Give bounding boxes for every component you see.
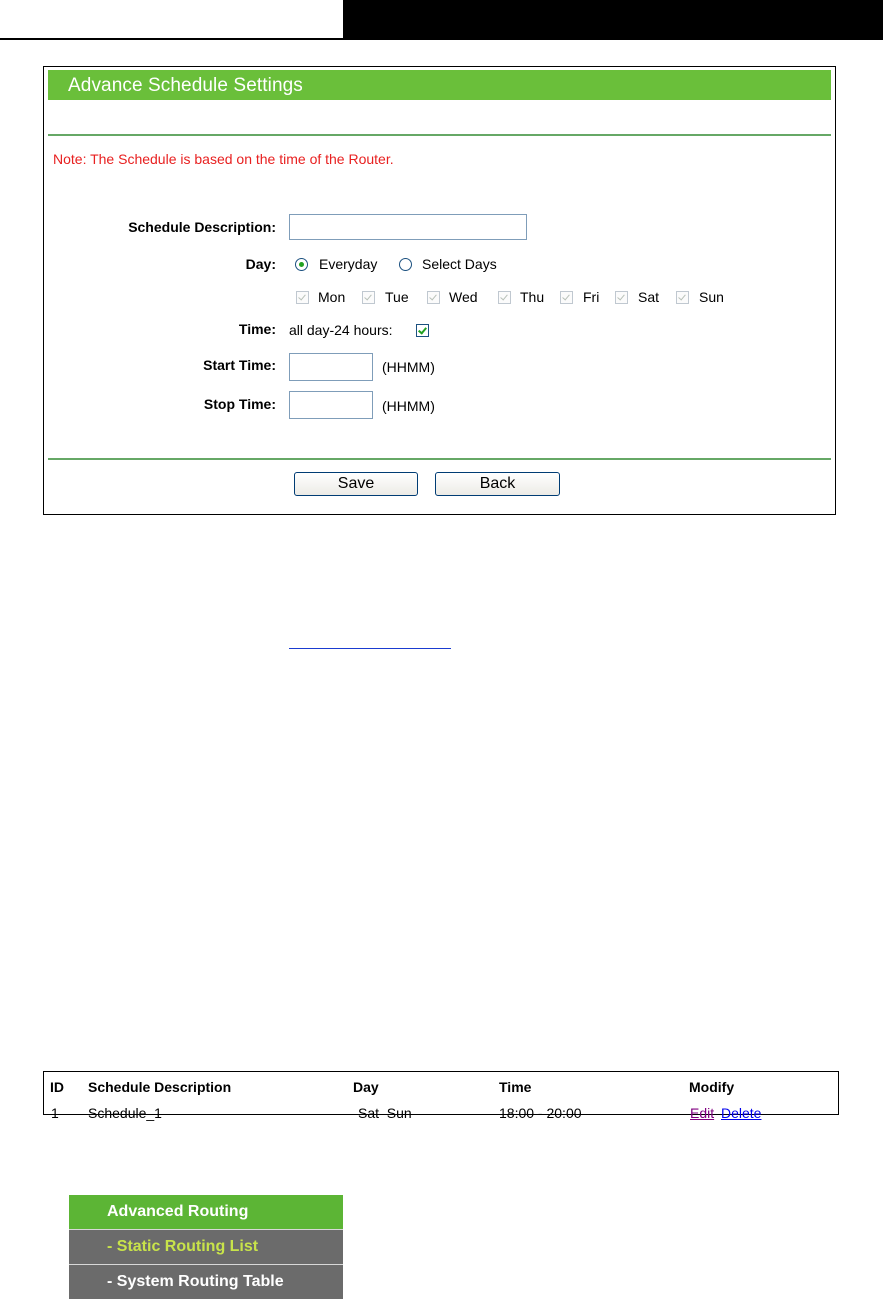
everyday-label: Everyday <box>319 256 378 272</box>
table-cell-day: Sat Sun <box>358 1105 412 1121</box>
tue-checkbox[interactable] <box>362 291 375 304</box>
all-day-label: all day-24 hours: <box>289 322 393 338</box>
time-label: Time: <box>238 321 276 337</box>
wed-checkbox[interactable] <box>427 291 440 304</box>
schedule-table <box>43 1071 839 1121</box>
menu-item-label: - System Routing Table <box>107 1273 284 1290</box>
sun-checkbox[interactable] <box>676 291 689 304</box>
day-label: Day: <box>245 256 276 272</box>
stop-time-format: (HHMM) <box>382 398 435 414</box>
sun-label: Sun <box>699 289 724 305</box>
sat-label: Sat <box>638 289 660 305</box>
schedule-description-label: Schedule Description: <box>128 219 276 235</box>
table-header-modify: Modify <box>689 1079 735 1095</box>
table-header-time: Time <box>499 1079 532 1095</box>
menu-item-advanced-routing[interactable] <box>69 1195 343 1229</box>
divider-top <box>48 134 831 136</box>
select-days-label: Select Days <box>422 256 497 272</box>
sat-checkbox[interactable] <box>615 291 628 304</box>
table-header-id: ID <box>50 1079 64 1095</box>
panel-title: Advance Schedule Settings <box>68 75 303 96</box>
table-cell-description: Schedule_1 <box>88 1105 162 1121</box>
schedule-description-input[interactable] <box>289 214 527 240</box>
menu-item-label: - Static Routing List <box>107 1238 259 1255</box>
fri-checkbox[interactable] <box>560 291 573 304</box>
delete-link[interactable]: Delete <box>721 1105 762 1121</box>
mon-label: Mon <box>318 289 346 305</box>
stop-time-input[interactable] <box>289 391 373 419</box>
page-header-left <box>0 0 343 40</box>
edit-link[interactable]: Edit <box>690 1105 715 1121</box>
save-button[interactable]: Save <box>294 472 418 496</box>
start-time-input[interactable] <box>289 353 373 381</box>
schedule-note: Note: The Schedule is based on the time of the Router. <box>53 151 394 167</box>
select-days-radio[interactable] <box>399 258 412 271</box>
start-time-label: Start Time: <box>203 357 276 373</box>
fri-label: Fri <box>583 289 600 305</box>
thu-checkbox[interactable] <box>498 291 511 304</box>
thu-label: Thu <box>520 289 545 305</box>
page-header-right <box>343 0 883 40</box>
everyday-radio[interactable] <box>295 258 308 271</box>
table-cell-id: 1 <box>51 1105 59 1121</box>
table-cell-time: 18:00 - 20:00 <box>499 1105 582 1121</box>
table-header-description: Schedule Description <box>88 1079 232 1095</box>
panel-title-bar <box>48 70 831 100</box>
all-day-checkbox[interactable] <box>416 324 429 337</box>
menu-item-label: Advanced Routing <box>107 1203 249 1220</box>
wed-label: Wed <box>449 289 478 305</box>
divider-bottom <box>48 458 831 460</box>
advance-schedule-settings-panel <box>43 66 836 515</box>
menu-item-system-routing-table[interactable] <box>69 1264 343 1299</box>
table-header-day: Day <box>353 1079 379 1095</box>
tue-label: Tue <box>385 289 409 305</box>
back-button[interactable]: Back <box>435 472 560 496</box>
advanced-routing-menu <box>69 1195 343 1299</box>
underlined-link-fragment[interactable] <box>289 648 451 649</box>
start-time-format: (HHMM) <box>382 359 435 375</box>
menu-item-static-routing-list[interactable] <box>69 1229 343 1264</box>
stop-time-label: Stop Time: <box>203 396 276 412</box>
mon-checkbox[interactable] <box>296 291 309 304</box>
